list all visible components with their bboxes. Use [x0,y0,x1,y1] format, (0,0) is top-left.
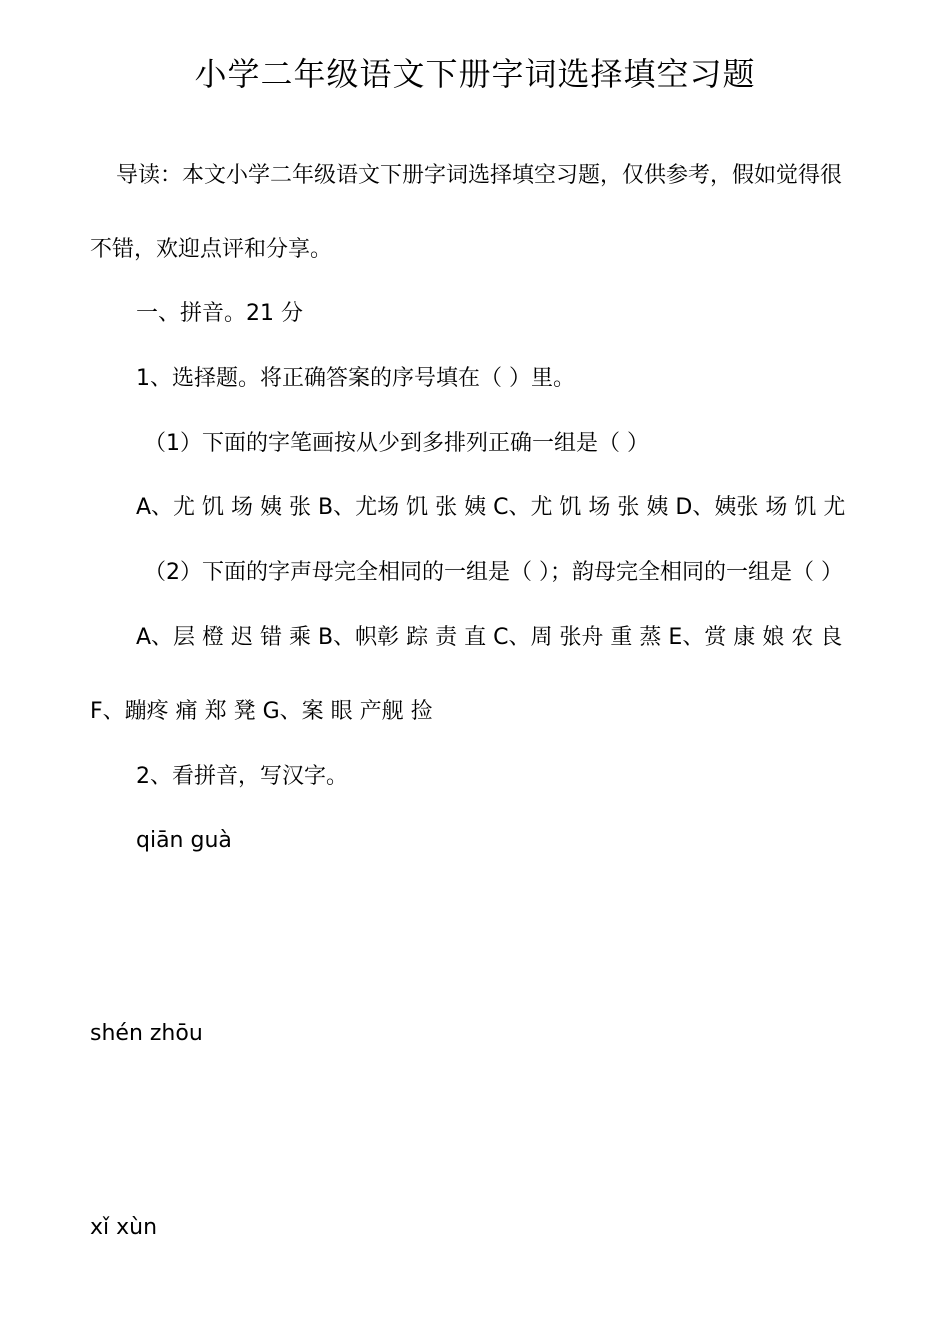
section-heading-pinyin: 一、拼音。21 分 [136,301,303,326]
question-1-sub-2-options-line-2: F、蹦疼 痛 郑 凳 G、案 眼 产舰 捡 [90,699,433,724]
pinyin-prompt-1: qiān guà [136,828,232,853]
pinyin-prompt-2: shén zhōu [90,1021,203,1046]
question-1-sub-2: （2）下面的字声母完全相同的一组是（ ）；韵母完全相同的一组是（ ） [144,560,843,585]
question-1-sub-1-options: A、尤 饥 场 姨 张 B、尤场 饥 张 姨 C、尤 饥 场 张 姨 D、姨张 场 饥 尤 [136,495,846,520]
intro-text-line-1: 导读：本文小学二年级语文下册字词选择填空习题，仅供参考，假如觉得很 [116,163,843,188]
question-1-sub-2-options-line-1: A、层 橙 迟 错 乘 B、帜彰 踪 责 直 C、周 张舟 重 蒸 E、赏 康 娘 农 良 [136,625,843,650]
page-title: 小学二年级语文下册字词选择填空习题 [194,55,756,93]
question-1-sub-1: （1）下面的字笔画按从少到多排列正确一组是（ ） [144,431,649,456]
intro-text-line-2: 不错，欢迎点评和分享。 [90,237,333,262]
pinyin-prompt-3: xǐ xùn [90,1215,158,1240]
question-1-heading: 1、选择题。将正确答案的序号填在（ ）里。 [136,366,575,391]
question-2-heading: 2、看拼音，写汉字。 [136,764,348,789]
